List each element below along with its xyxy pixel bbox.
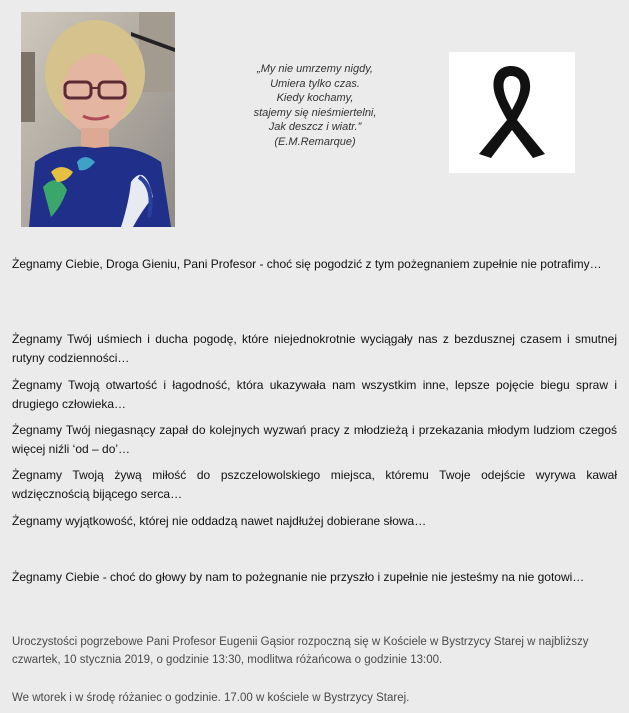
portrait-illustration (21, 12, 175, 227)
farewell-paragraph-7: Żegnamy Ciebie - choć do głowy by nam to pożegnanie nie przyszło i zupełnie nie jesteśmy na nie gotowi… (12, 570, 585, 584)
farewell-paragraph-6: Żegnamy wyjątkowość, której nie oddadzą nawet najdłużej dobierane słowa… (12, 514, 427, 528)
quote-line: Kiedy kochamy, (276, 92, 354, 104)
quote-line: stajemy się nieśmiertelni, (253, 106, 377, 119)
farewell-paragraph-1: Żegnamy Ciebie, Droga Gieniu, Pani Profesor - choć się pogodzić z tym pożegnaniem zupełnie nie potrafimy… (12, 257, 602, 271)
quote-line: Jak deszcz i wiatr.” (268, 121, 362, 133)
funeral-announcement: Uroczystości pogrzebowe Pani Profesor Eugenii Gąsior rozpoczną się w Kościele w Bystrzycy Starej w najbliższy czwartek, 10 stycznia 2019, o godzinie 13:30, modlitwa różańcowa o godzinie 13:00. (12, 636, 589, 666)
farewell-paragraph-4: Żegnamy Twój niegasnący zapał do kolejnych wyzwań pracy z młodzieżą i przekazania młodym ludziom czegoś więcej niźli ‘od – do’… (12, 423, 617, 456)
farewell-paragraph-5: Żegnamy Twoją żywą miłość do pszczelowolskiego miejsca, któremu Twoje odejście wyrywa kawał wdzięcznością bijącego serca… (12, 468, 617, 501)
farewell-paragraph-2: Żegnamy Twój uśmiech i ducha pogodę, które niejednokrotnie wyciągały nas z bezdusznej czasem i smutnej rutyny codzienności… (12, 332, 617, 365)
farewell-paragraph-3: Żegnamy Twoją otwartość i łagodność, która ukazywała nam wszystkim inne, lepsze pojęcie biegu spraw i drugiego człowieka… (12, 378, 617, 411)
mourning-ribbon (449, 52, 575, 173)
quote-author: (E.M.Remarque) (274, 135, 356, 148)
quote-line: „My nie umrzemy nigdy, (257, 63, 373, 75)
quote-line: Umiera tylko czas. (270, 77, 360, 90)
black-ribbon-icon (449, 52, 575, 173)
portrait-photo (21, 12, 175, 227)
remarque-quote (215, 62, 415, 149)
rosary-announcement: We wtorek i w środę różaniec o godzinie. 17.00 w kościele w Bystrzycy Starej. (12, 692, 410, 704)
